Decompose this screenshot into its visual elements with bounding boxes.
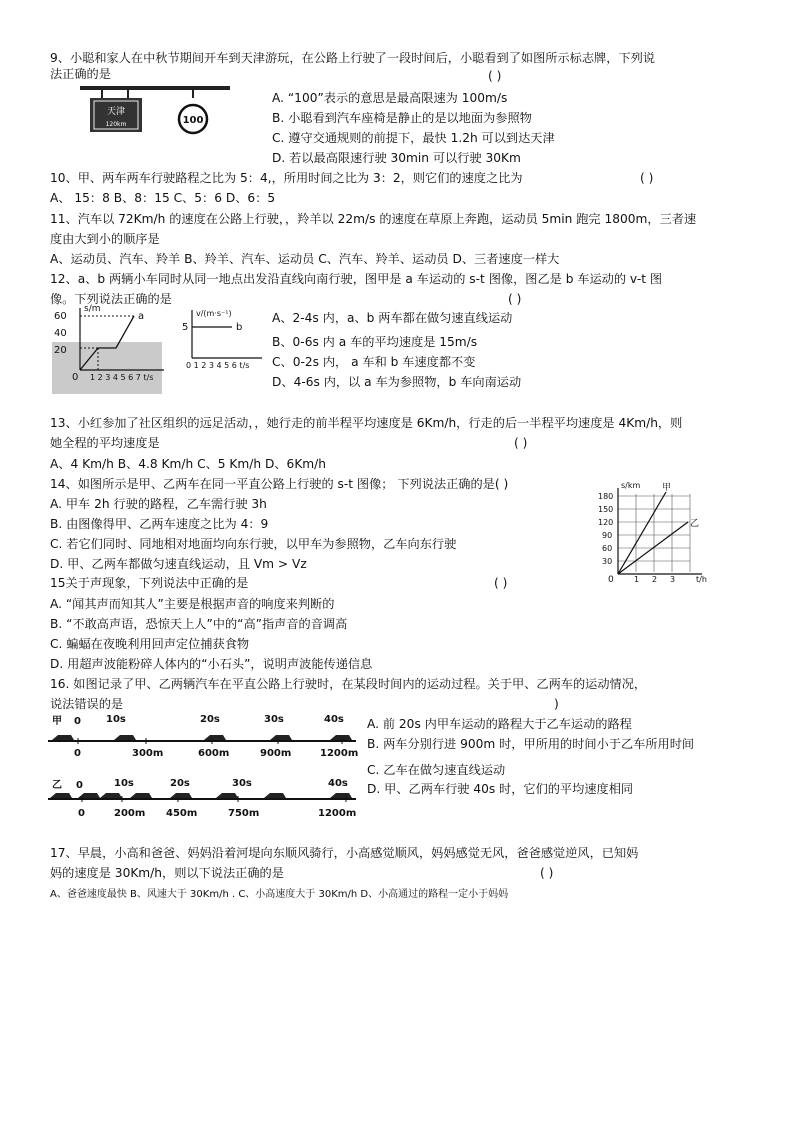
q12-graph-a-tick-40: 40 (54, 328, 67, 339)
q14-graph-xtick-2: 2 (652, 575, 658, 584)
q14-graph-ytick-30: 30 (602, 557, 613, 566)
q16-yi-dist-450m: 450m (166, 808, 198, 819)
q9-option-a[interactable]: A. “100”表示的意思是最高限速为 100m/s (272, 91, 508, 105)
q15-option-c[interactable]: C. 蝙蝠在夜晚利用回声定位捕获食物 (50, 637, 250, 651)
q14-graph-ytick-120: 120 (598, 518, 614, 527)
q15-option-d[interactable]: D. 用超声波能粉碎人体内的“小石头”，说明声波能传递信息 (50, 657, 373, 671)
q14-graph-xtick-3: 3 (670, 575, 676, 584)
q14-graph-xtick-1: 1 (634, 575, 640, 584)
q14-graph-ytick-60: 60 (602, 544, 613, 553)
q9-stem-line2: 法正确的是 (50, 67, 111, 81)
q12-stem-line2: 像。下列说法正确的是 (50, 292, 172, 306)
q16-jia-dist-900m: 900m (260, 748, 292, 759)
q12-graph-b-curve-label: b (236, 322, 243, 333)
q14-graph-ytick-150: 150 (598, 505, 614, 514)
q17-stem-line2: 妈的速度是 30Km/h，则以下说法正确的是 (50, 866, 284, 880)
q12-graph-b-xticks: 0 1 2 3 4 5 6 t/s (186, 361, 250, 370)
q12-answer-paren: ( ) (508, 292, 522, 306)
q9-stem-line1: 9、小聪和家人在中秋节期间开车到天津游玩，在公路上行驶了一段时间后，小聪看到了如图所示标志牌，下列说 (50, 51, 655, 65)
q16-option-d[interactable]: D. 甲、乙两车行驶 40s 时，它们的平均速度相同 (367, 782, 634, 796)
q16-cars-diagram (48, 712, 360, 822)
q17-answer-paren: ( ) (540, 866, 554, 880)
q15-option-a[interactable]: A. “闻其声而知其人”主要是根据声音的响度来判断的 (50, 597, 335, 611)
q14-line-yi-label: 乙 (690, 519, 700, 529)
q16-yi-time-40s: 40s (328, 778, 348, 789)
q14-graph-ytick-180: 180 (598, 492, 614, 501)
q12-graph-a-xticks: 1 2 3 4 5 6 7 t/s (90, 373, 154, 382)
q15-stem: 15关于声现象，下列说法中正确的是 (50, 576, 249, 590)
q14-option-d[interactable]: D. 甲、乙两车都做匀速直线运动，且 Vm > Vz (50, 557, 307, 571)
q9-sign-city: 天津 (106, 107, 126, 117)
q16-yi-dist-1200m: 1200m (318, 808, 357, 819)
q16-yi-dist-200m: 200m (114, 808, 146, 819)
q14-line-jia-label: 甲 (662, 483, 672, 493)
q12-graph-a-st (52, 302, 172, 394)
q16-yi-label: 乙 (52, 780, 62, 791)
q16-stem-line2: 说法错误的是 (50, 697, 124, 711)
q11-stem-line2: 度由大到小的顺序是 (50, 232, 160, 246)
q16-yi-time-20s: 20s (170, 778, 190, 789)
q14-graph-ylabel: s/km (621, 481, 641, 490)
q12-graph-a-ylabel: s/m (84, 304, 101, 314)
q10-options[interactable]: A、 15：8 B、8：15 C、5：6 D、6：5 (50, 191, 276, 205)
q16-yi-dist-0: 0 (78, 808, 85, 819)
q9-road-sign-image (80, 86, 240, 136)
q13-answer-paren: ( ) (514, 436, 528, 450)
q16-jia-time-20s: 20s (200, 714, 220, 725)
q9-option-b[interactable]: B. 小聪看到汽车座椅是静止的是以地面为参照物 (272, 111, 532, 125)
q13-stem-line1: 13、小红参加了社区组织的远足活动，，她行走的前半程平均速度是 6Km/h，行走的后一半程平均速度是 4Km/h，则 (50, 416, 683, 430)
q16-yi-time-10s: 10s (114, 778, 134, 789)
q14-graph-ytick-90: 90 (602, 531, 613, 540)
q14-option-c[interactable]: C. 若它们同时、同地相对地面均向东行驶，以甲车为参照物，乙车向东行驶 (50, 537, 457, 551)
q12-graph-a-tick-0: 0 (72, 372, 79, 383)
q16-jia-time-40s: 40s (324, 714, 344, 725)
q10-stem: 10、甲、两车两车行驶路程之比为 5：4,，所用时间之比为 3：2，则它们的速度之比为 (50, 171, 523, 185)
q16-jia-label: 甲 (52, 716, 62, 727)
q17-stem-line1: 17、早晨，小高和爸爸、妈妈沿着河堤向东顺风骑行，小高感觉顺风，妈妈感觉无风，爸爸感觉逆风，已知妈 (50, 846, 639, 860)
q17-options[interactable]: A、爸爸速度最快 B、风速大于 30Km/h . C、小高速度大于 30Km/h D、小高通过的路程一定小于妈妈 (50, 889, 509, 900)
q14-graph-xlabel: t/h (696, 575, 707, 584)
q16-answer-paren: ) (554, 697, 559, 711)
q16-jia-time-0: 0 (74, 716, 81, 727)
q14-option-b[interactable]: B. 由图像得甲、乙两车速度之比为 4：9 (50, 517, 269, 531)
q12-option-a[interactable]: A、2-4s 内，a、b 两车都在做匀速直线运动 (272, 311, 513, 325)
q14-stem: 14、如图所示是甲、乙两车在同一平直公路上行驶的 s-t 图像； 下列说法正确的是( ) (50, 477, 509, 491)
q13-stem-line2: 她全程的平均速度是 (50, 436, 160, 450)
q14-line-jia (618, 492, 666, 574)
q12-graph-a-tick-20: 20 (54, 345, 67, 356)
q12-graph-a-curve-label: a (138, 311, 145, 322)
q12-option-b[interactable]: B、0-6s 内 a 车的平均速度是 15m/s (272, 335, 478, 349)
q14-graph-xtick-0: 0 (608, 575, 614, 585)
q16-jia-time-30s: 30s (264, 714, 284, 725)
q16-jia-dist-0: 0 (74, 748, 81, 759)
q16-jia-dist-600m: 600m (198, 748, 230, 759)
q13-options[interactable]: A、4 Km/h B、4.8 Km/h C、5 Km/h D、6Km/h (50, 457, 327, 471)
q16-option-a[interactable]: A. 前 20s 内甲车运动的路程大于乙车运动的路程 (367, 717, 632, 731)
q12-graph-b-vt (178, 308, 268, 370)
q16-jia-time-10s: 10s (106, 714, 126, 725)
q12-graph-b-ylabel: v/(m·s⁻¹) (196, 309, 232, 318)
q12-option-c[interactable]: C、0-2s 内， a 车和 b 车速度都不变 (272, 355, 476, 369)
q9-option-d[interactable]: D. 若以最高限速行驶 30min 可以行驶 30Km (272, 151, 521, 165)
q15-option-b[interactable]: B. “不敢高声语，恐惊天上人”中的“高”指声音的音调高 (50, 617, 348, 631)
q11-options[interactable]: A、运动员、汽车、羚羊 B、羚羊、汽车、运动员 C、汽车、羚羊、运动员 D、三者速度一样大 (50, 252, 560, 266)
q16-option-b[interactable]: B. 两车分别行进 900m 时，甲所用的时间小于乙车所用时间 (367, 737, 695, 751)
q12-option-d[interactable]: D、4-6s 内，以 a 车为参照物，b 车向南运动 (272, 375, 522, 389)
q16-jia-dist-1200m: 1200m (320, 748, 359, 759)
q12-stem-line1: 12、a、b 两辆小车同时从同一地点出发沿直线向南行驶，图甲是 a 车运动的 s-t 图像，图乙是 b 车运动的 v-t 图 (50, 272, 663, 286)
q11-stem-line1: 11、汽车以 72Km/h 的速度在公路上行驶，，羚羊以 22m/s 的速度在草原上奔跑，运动员 5min 跑完 1800m，三者速 (50, 212, 697, 226)
q16-stem-line1: 16. 如图记录了甲、乙两辆汽车在平直公路上行驶时，在某段时间内的运动过程。关于甲、乙两车的运动情况， (50, 677, 647, 691)
q16-yi-time-0: 0 (76, 780, 83, 791)
q9-answer-paren: ( ) (488, 69, 502, 83)
q12-graph-a-tick-60: 60 (54, 311, 67, 322)
q14-option-a[interactable]: A. 甲车 2h 行驶的路程，乙车需行驶 3h (50, 497, 267, 511)
q9-speed-limit-sign: 100 (182, 115, 204, 126)
q9-option-c[interactable]: C. 遵守交通规则的前提下，最快 1.2h 可以到达天津 (272, 131, 555, 145)
q12-graph-b-tick-5: 5 (182, 322, 189, 333)
q16-yi-dist-750m: 750m (228, 808, 260, 819)
q15-answer-paren: ( ) (494, 576, 508, 590)
q16-jia-dist-300m: 300m (132, 748, 164, 759)
q14-st-graph (590, 478, 720, 588)
q10-answer-paren: ( ) (640, 171, 654, 185)
q9-sign-distance: 120km (105, 121, 127, 128)
q16-yi-time-30s: 30s (232, 778, 252, 789)
q16-option-c[interactable]: C. 乙车在做匀速直线运动 (367, 763, 506, 777)
